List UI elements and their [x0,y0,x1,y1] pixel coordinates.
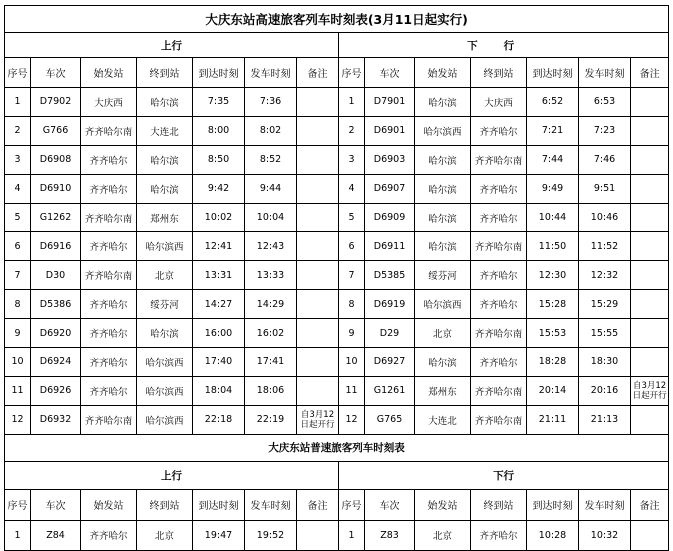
up-header-cell: 发车时刻 [245,489,297,520]
up-cell [297,290,339,319]
down-cell: 1 [339,88,365,117]
up-cell [297,348,339,377]
down-header-cell: 发车时刻 [579,58,631,88]
up-cell: 8:00 [193,116,245,145]
down-cell: 20:14 [527,376,579,405]
up-cell: 8 [5,290,31,319]
up-cell: D6908 [31,145,81,174]
up-cell [297,319,339,348]
up-cell: 2 [5,116,31,145]
down-cell: 哈尔滨西 [415,290,471,319]
up-cell: 12:41 [193,232,245,261]
up-cell: 哈尔滨 [137,88,193,117]
down-header-cell: 序号 [339,58,365,88]
up-cell: D6910 [31,174,81,203]
up-cell: Z84 [31,520,81,550]
up-header-cell: 始发站 [81,58,137,88]
up-header-cell: 终到站 [137,58,193,88]
down-cell: 10:32 [579,520,631,550]
up-cell: 10:02 [193,203,245,232]
up-cell: 哈尔滨 [137,145,193,174]
down-cell: 11:52 [579,232,631,261]
up-cell: 17:41 [245,348,297,377]
down-cell: 6 [339,232,365,261]
down-cell: D6919 [365,290,415,319]
up-cell: 齐齐哈尔南 [81,405,137,434]
down-cell: D5385 [365,261,415,290]
table-row [5,348,669,377]
ordinary-up-label: 上行 [5,461,339,489]
up-header-cell: 终到站 [137,489,193,520]
up-cell: 齐齐哈尔 [81,145,137,174]
up-cell: 齐齐哈尔 [81,319,137,348]
up-cell: 齐齐哈尔南 [81,203,137,232]
down-cell: G765 [365,405,415,434]
up-header-cell: 备注 [297,489,339,520]
down-cell: 哈尔滨 [415,232,471,261]
up-cell: 9:44 [245,174,297,203]
up-cell: 10 [5,348,31,377]
down-cell: 绥芬河 [415,261,471,290]
down-cell: 5 [339,203,365,232]
down-cell: 齐齐哈尔南 [471,145,527,174]
up-cell: 哈尔滨西 [137,232,193,261]
down-cell: 7:23 [579,116,631,145]
down-header-cell: 终到站 [471,489,527,520]
up-cell: 14:27 [193,290,245,319]
up-cell [297,520,339,550]
up-cell: G1262 [31,203,81,232]
up-header-cell: 发车时刻 [245,58,297,88]
down-direction-label: 下行 [339,33,669,58]
down-cell: D6927 [365,348,415,377]
down-cell: 齐齐哈尔南 [471,405,527,434]
table-row [5,116,669,145]
up-cell: D5386 [31,290,81,319]
down-cell: 齐齐哈尔 [471,348,527,377]
down-cell: 北京 [415,319,471,348]
up-cell: 8:50 [193,145,245,174]
down-cell: 哈尔滨 [415,348,471,377]
up-cell: 8:52 [245,145,297,174]
up-cell: 1 [5,88,31,117]
down-cell: 7:44 [527,145,579,174]
down-cell: 9:49 [527,174,579,203]
up-header-cell: 备注 [297,58,339,88]
up-cell: 12:43 [245,232,297,261]
down-header-cell: 始发站 [415,58,471,88]
ordinary-timetable [4,434,669,551]
up-header-cell: 车次 [31,489,81,520]
up-cell: 哈尔滨西 [137,348,193,377]
up-cell: 19:52 [245,520,297,550]
down-cell [631,145,669,174]
up-cell: 18:04 [193,376,245,405]
up-cell: G766 [31,116,81,145]
down-cell: 齐齐哈尔 [471,520,527,550]
page-title: 大庆东站高速旅客列车时刻表(3月11日起实行) [5,6,669,33]
down-cell: 齐齐哈尔南 [471,232,527,261]
up-cell [297,88,339,117]
up-cell: 22:18 [193,405,245,434]
down-cell: 21:11 [527,405,579,434]
down-cell: 21:13 [579,405,631,434]
down-cell: 哈尔滨西 [415,116,471,145]
down-cell: 11:50 [527,232,579,261]
up-cell: D6920 [31,319,81,348]
down-cell: 齐齐哈尔 [471,174,527,203]
table-row [5,290,669,319]
up-cell: D6926 [31,376,81,405]
down-cell: 10 [339,348,365,377]
down-header-cell: 到达时刻 [527,58,579,88]
up-cell: 19:47 [193,520,245,550]
down-cell: 大庆西 [471,88,527,117]
up-cell: 哈尔滨 [137,319,193,348]
down-cell: 9 [339,319,365,348]
timetable-sheet [4,5,668,551]
down-cell: 12:30 [527,261,579,290]
up-cell: 哈尔滨西 [137,405,193,434]
up-cell [297,116,339,145]
up-cell: 大连北 [137,116,193,145]
up-cell: 22:19 [245,405,297,434]
down-cell: 3 [339,145,365,174]
up-cell: 12 [5,405,31,434]
table-row [5,405,669,434]
down-header-cell: 到达时刻 [527,489,579,520]
down-cell: 7:21 [527,116,579,145]
down-header-cell: 备注 [631,58,669,88]
up-cell: 郑州东 [137,203,193,232]
down-cell: D29 [365,319,415,348]
up-cell: 齐齐哈尔南 [81,261,137,290]
down-cell: D6901 [365,116,415,145]
down-cell: 6:53 [579,88,631,117]
down-cell: 郑州东 [415,376,471,405]
table-row [5,520,669,550]
up-cell: 7 [5,261,31,290]
down-cell: 11 [339,376,365,405]
down-cell: 齐齐哈尔南 [471,319,527,348]
down-cell [631,520,669,550]
down-header-cell: 备注 [631,489,669,520]
down-cell: 自3月12日起开行 [631,376,669,405]
down-cell: 7 [339,261,365,290]
down-cell: 12:32 [579,261,631,290]
up-cell: 9:42 [193,174,245,203]
down-cell: 哈尔滨 [415,174,471,203]
table-row [5,203,669,232]
table-row [5,319,669,348]
up-cell: 哈尔滨 [137,174,193,203]
ordinary-section-title: 大庆东站普速旅客列车时刻表 [5,434,669,461]
up-cell: 齐齐哈尔 [81,348,137,377]
up-header-cell: 车次 [31,58,81,88]
table-row [5,174,669,203]
up-cell: D30 [31,261,81,290]
up-cell: 6 [5,232,31,261]
up-cell: 16:00 [193,319,245,348]
table-row [5,88,669,117]
down-cell: D6909 [365,203,415,232]
up-header-cell: 始发站 [81,489,137,520]
up-cell [297,376,339,405]
down-cell: 15:28 [527,290,579,319]
up-header-cell: 序号 [5,58,31,88]
up-cell: 北京 [137,261,193,290]
down-header-cell: 终到站 [471,58,527,88]
up-cell: 4 [5,174,31,203]
down-cell [631,319,669,348]
up-cell: 自3月12日起开行 [297,405,339,434]
down-cell [631,290,669,319]
up-cell: 大庆西 [81,88,137,117]
down-header-cell: 车次 [365,58,415,88]
ordinary-down-label: 下行 [339,461,669,489]
up-cell: 齐齐哈尔 [81,290,137,319]
down-cell: 15:53 [527,319,579,348]
up-cell [297,261,339,290]
up-cell: 18:06 [245,376,297,405]
up-cell: 哈尔滨西 [137,376,193,405]
up-cell: D6916 [31,232,81,261]
up-cell: 9 [5,319,31,348]
down-cell [631,174,669,203]
up-cell: 16:02 [245,319,297,348]
down-header-cell: 车次 [365,489,415,520]
up-cell: 8:02 [245,116,297,145]
up-cell: 7:36 [245,88,297,117]
down-cell: D6907 [365,174,415,203]
down-cell [631,405,669,434]
down-cell [631,348,669,377]
down-cell: 1 [339,520,365,550]
down-cell: 15:29 [579,290,631,319]
down-cell: 10:44 [527,203,579,232]
down-cell: 10:46 [579,203,631,232]
down-header-cell: 发车时刻 [579,489,631,520]
down-cell: 齐齐哈尔 [471,116,527,145]
down-cell: 哈尔滨 [415,145,471,174]
up-cell: 5 [5,203,31,232]
down-cell: 18:28 [527,348,579,377]
up-direction-label: 上行 [5,33,339,58]
down-cell [631,116,669,145]
down-cell [631,261,669,290]
up-cell [297,232,339,261]
down-header-cell: 始发站 [415,489,471,520]
up-cell: 13:31 [193,261,245,290]
table-row [5,145,669,174]
down-cell: 4 [339,174,365,203]
up-header-cell: 到达时刻 [193,489,245,520]
high-speed-timetable [4,5,669,435]
up-cell: 7:35 [193,88,245,117]
up-cell: 14:29 [245,290,297,319]
up-cell: 北京 [137,520,193,550]
up-cell: 13:33 [245,261,297,290]
table-row [5,232,669,261]
down-cell: 8 [339,290,365,319]
down-cell [631,88,669,117]
up-cell [297,174,339,203]
down-cell: 哈尔滨 [415,88,471,117]
up-header-cell: 序号 [5,489,31,520]
up-cell: 齐齐哈尔 [81,174,137,203]
down-cell: 北京 [415,520,471,550]
table-row [5,261,669,290]
up-cell: 17:40 [193,348,245,377]
up-cell: 11 [5,376,31,405]
up-cell: 齐齐哈尔 [81,232,137,261]
down-cell: 10:28 [527,520,579,550]
down-cell: 18:30 [579,348,631,377]
up-cell [297,203,339,232]
down-cell: 齐齐哈尔南 [471,376,527,405]
up-cell: 3 [5,145,31,174]
down-cell: 20:16 [579,376,631,405]
down-cell: D6903 [365,145,415,174]
up-header-cell: 到达时刻 [193,58,245,88]
down-cell: 齐齐哈尔 [471,290,527,319]
down-cell: 2 [339,116,365,145]
up-cell: 1 [5,520,31,550]
table-row [5,376,669,405]
up-cell: D6932 [31,405,81,434]
down-cell: 7:46 [579,145,631,174]
down-cell: G1261 [365,376,415,405]
down-cell: 12 [339,405,365,434]
up-cell: 绥芬河 [137,290,193,319]
up-cell: 齐齐哈尔 [81,520,137,550]
down-cell [631,232,669,261]
down-cell: 齐齐哈尔 [471,203,527,232]
down-cell: 9:51 [579,174,631,203]
down-cell: 6:52 [527,88,579,117]
down-cell: D7901 [365,88,415,117]
down-header-cell: 序号 [339,489,365,520]
down-cell: 哈尔滨 [415,203,471,232]
down-cell: 齐齐哈尔 [471,261,527,290]
down-cell: 大连北 [415,405,471,434]
up-cell: 10:04 [245,203,297,232]
down-cell: Z83 [365,520,415,550]
up-cell: D7902 [31,88,81,117]
up-cell [297,145,339,174]
down-cell: D6911 [365,232,415,261]
down-cell: 15:55 [579,319,631,348]
up-cell: 齐齐哈尔 [81,376,137,405]
up-cell: D6924 [31,348,81,377]
up-cell: 齐齐哈尔南 [81,116,137,145]
down-cell [631,203,669,232]
